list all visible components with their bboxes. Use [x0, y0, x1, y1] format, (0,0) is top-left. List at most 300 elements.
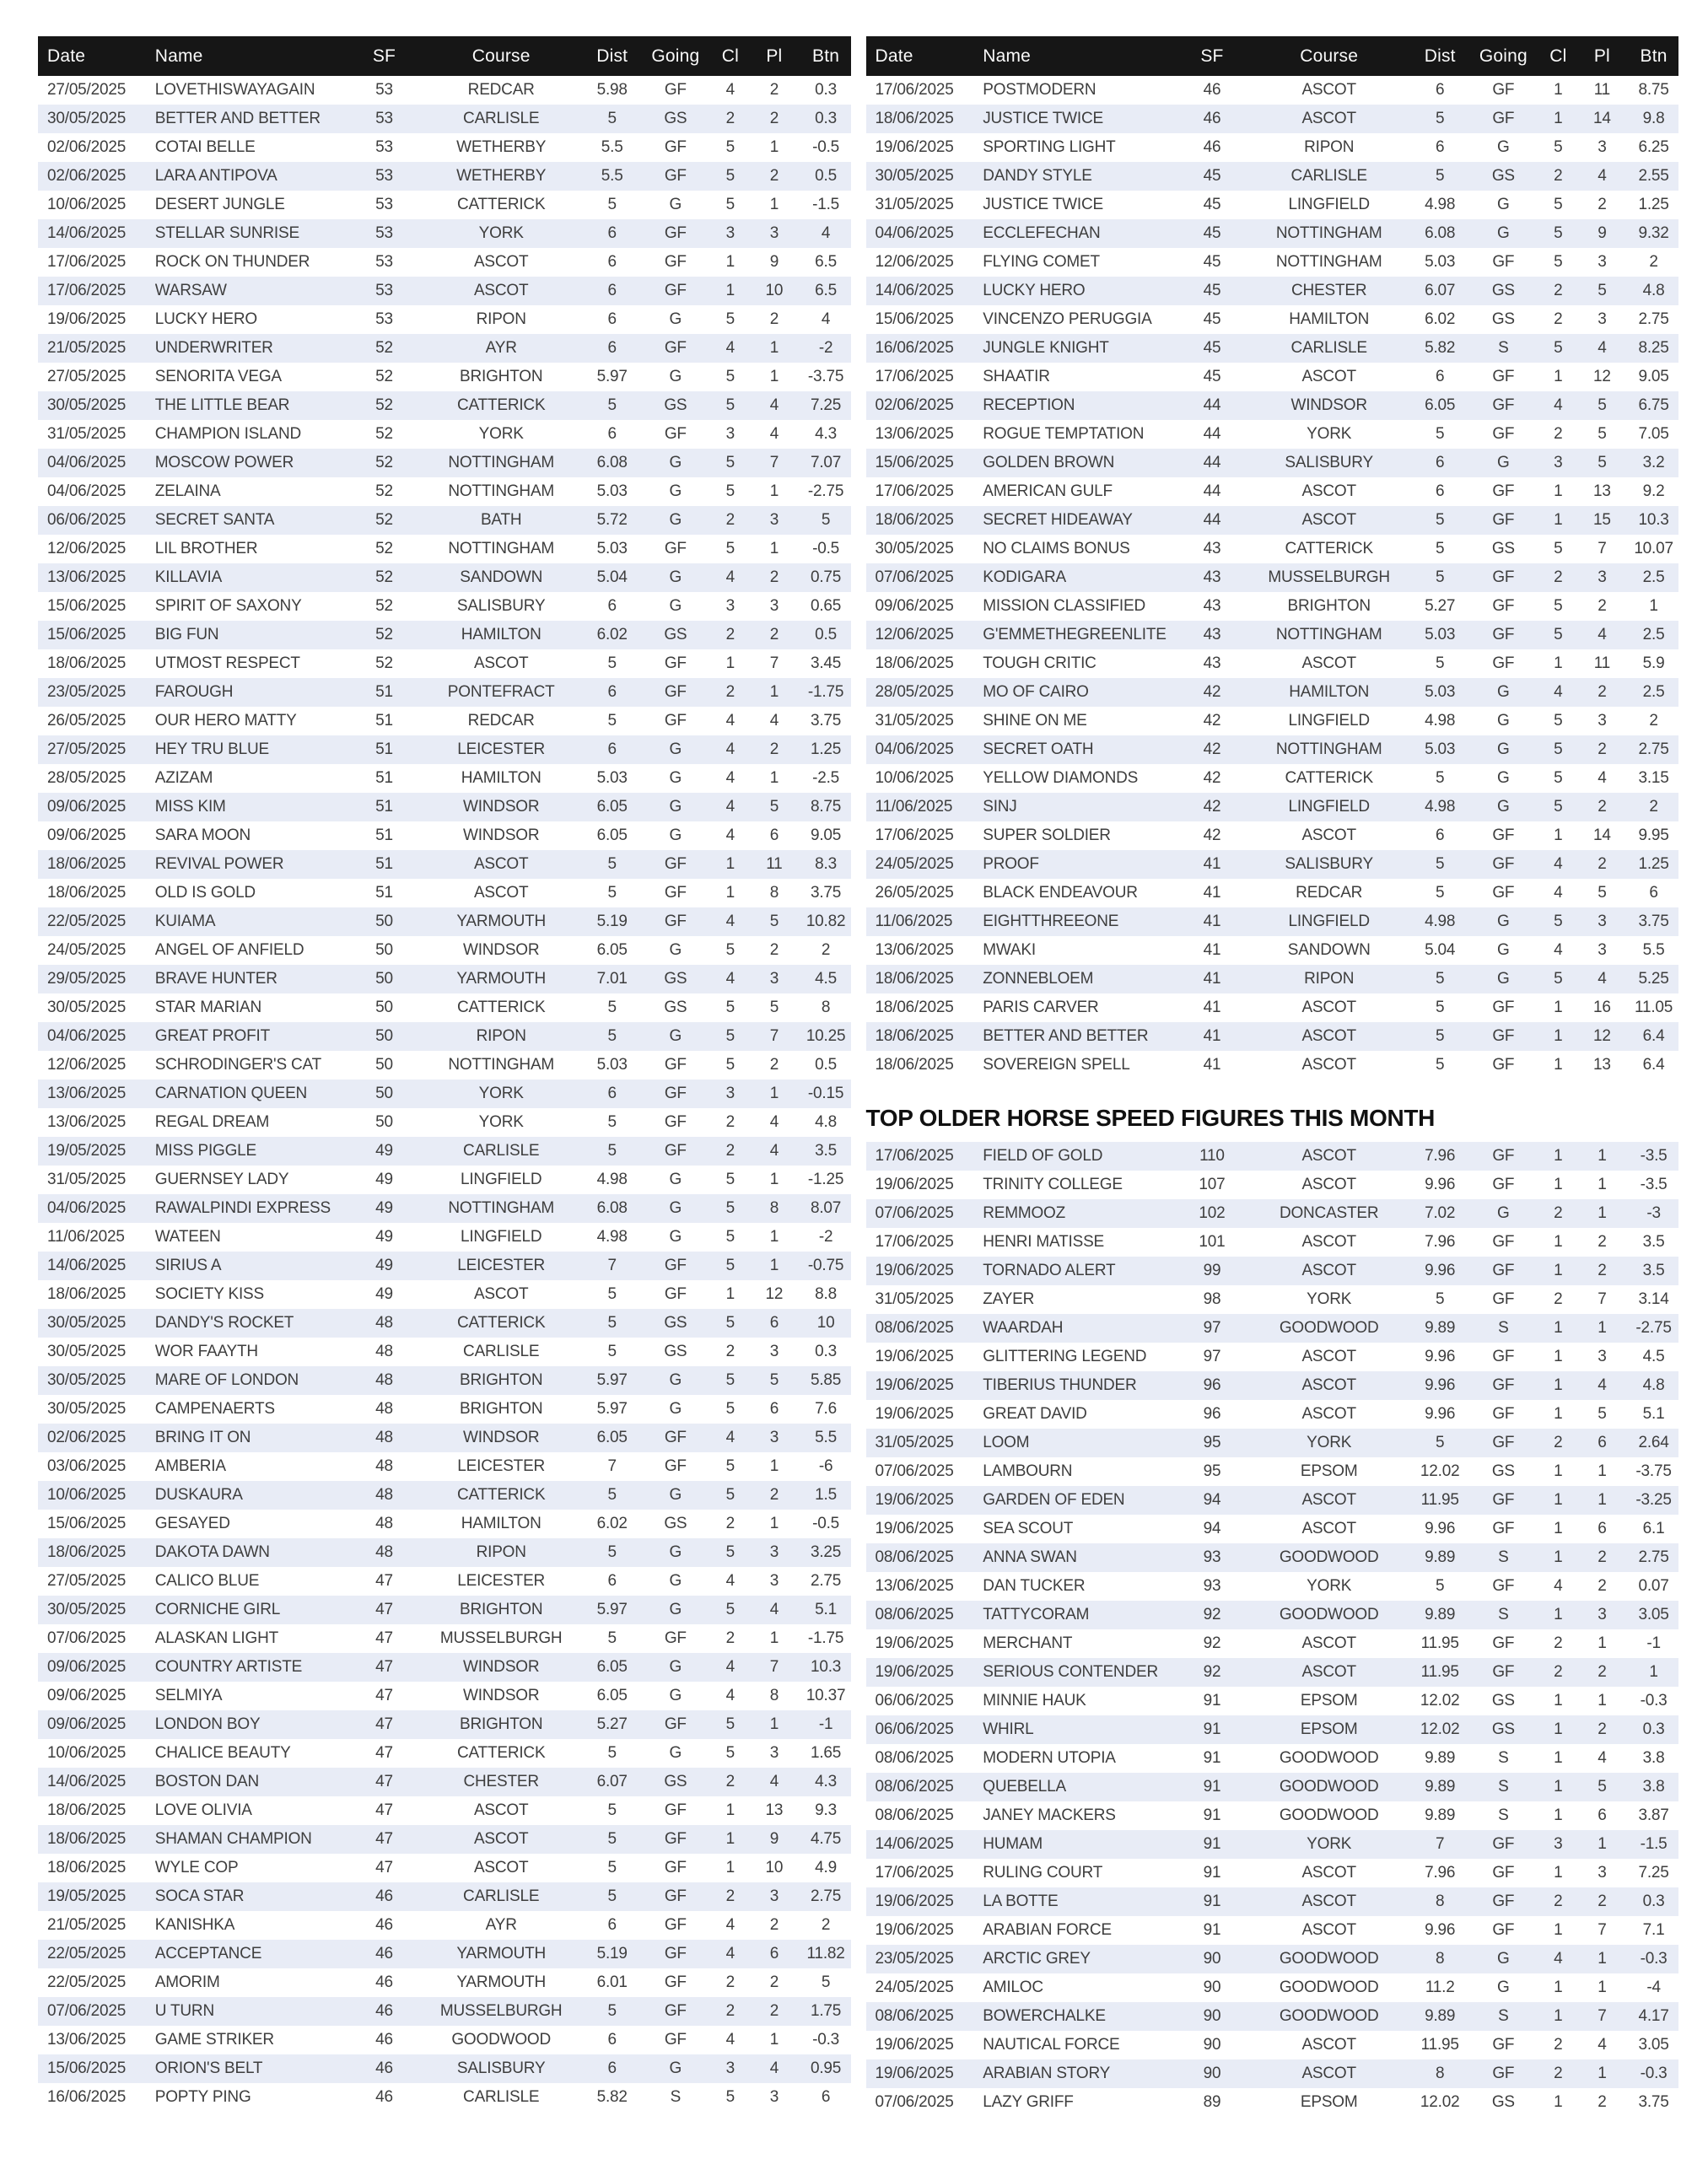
cell-course: RIPON: [476, 1543, 526, 1561]
cell-sf: 50: [375, 970, 393, 988]
cell-name: SHAATIR: [983, 368, 1050, 385]
cell-going: G: [1497, 1950, 1510, 1968]
cell-cl: 5: [1554, 712, 1563, 730]
cell-going: GF: [1492, 626, 1515, 643]
cell-sf: 41: [1203, 913, 1221, 930]
cell-dist: 6: [1436, 368, 1445, 385]
table-row: [38, 1137, 851, 1166]
cell-dist: 5.04: [596, 568, 628, 586]
cell-cl: 2: [725, 1142, 735, 1160]
cell-pl: 9: [769, 1830, 779, 1848]
table-row: [866, 1658, 1679, 1687]
cell-dist: 5.5: [601, 138, 623, 156]
cell-date: 13/06/2025: [47, 568, 127, 586]
cell-going: GF: [1492, 1405, 1515, 1423]
cell-pl: 1: [769, 1629, 779, 1647]
cell-dist: 5: [607, 110, 617, 127]
cell-dist: 6.02: [596, 1515, 628, 1532]
cell-sf: 52: [375, 568, 393, 586]
cell-dist: 6: [1436, 138, 1445, 156]
cell-sf: 47: [375, 1859, 393, 1876]
cell-course: BRIGHTON: [460, 1601, 543, 1618]
cell-pl: 2: [769, 1973, 779, 1991]
cell-going: S: [1498, 1749, 1509, 1767]
cell-name: JUNGLE KNIGHT: [983, 339, 1109, 357]
cell-name: DUSKAURA: [154, 1486, 243, 1504]
cell-sf: 48: [375, 1371, 393, 1389]
cell-date: 04/06/2025: [47, 454, 127, 471]
cell-course: CARLISLE: [463, 1142, 540, 1160]
column-header-pl: Pl: [747, 36, 801, 76]
cell-cl: 5: [725, 1601, 735, 1618]
cell-course: ASCOT: [1301, 1520, 1356, 1537]
cell-date: 19/06/2025: [875, 1663, 954, 1681]
cell-pl: 1: [1598, 1692, 1607, 1709]
cell-going: GS: [1491, 2093, 1515, 2111]
cell-pl: 1: [769, 1457, 779, 1475]
cell-course: ASCOT: [1301, 654, 1356, 672]
cell-dist: 7: [1436, 1835, 1445, 1853]
cell-sf: 91: [1203, 1892, 1221, 1910]
table-row: [38, 1739, 851, 1768]
right-table-body-section1: [866, 76, 1679, 1080]
cell-course: DONCASTER: [1279, 1204, 1379, 1222]
cell-date: 09/06/2025: [47, 1715, 127, 1733]
cell-date: 07/06/2025: [875, 2093, 954, 2111]
cell-name: WOR FAAYTH: [154, 1343, 258, 1360]
cell-dist: 5.03: [1425, 740, 1456, 758]
cell-sf: 91: [1203, 1921, 1221, 1939]
cell-cl: 1: [725, 1859, 735, 1876]
cell-date: 07/06/2025: [875, 568, 954, 586]
cell-date: 22/05/2025: [47, 1973, 127, 1991]
table-row: [866, 334, 1679, 363]
table-row: [866, 363, 1679, 391]
column-header-date: Date: [866, 36, 983, 76]
cell-btn: 2.75: [810, 1887, 842, 1905]
table-row: [866, 735, 1679, 764]
table-row: [866, 1629, 1679, 1658]
cell-course: GOODWOOD: [1279, 2007, 1379, 2025]
cell-cl: 2: [1554, 1434, 1563, 1451]
cell-sf: 50: [375, 1056, 393, 1074]
cell-going: S: [1498, 339, 1509, 357]
cell-btn: 9.2: [1642, 482, 1665, 500]
cell-dist: 8: [1436, 1950, 1445, 1968]
cell-date: 10/06/2025: [875, 769, 954, 787]
table-row: [38, 1997, 851, 2026]
cell-pl: 5: [1598, 425, 1607, 443]
cell-btn: 4: [821, 310, 831, 328]
cell-date: 03/06/2025: [47, 1457, 127, 1475]
cell-btn: 3.15: [1638, 769, 1669, 787]
cell-cl: 5: [725, 1543, 735, 1561]
cell-going: GF: [664, 1457, 687, 1475]
cell-cl: 5: [725, 999, 735, 1016]
cell-date: 18/06/2025: [875, 654, 954, 672]
cell-cl: 5: [725, 1371, 735, 1389]
cell-sf: 41: [1203, 941, 1221, 959]
cell-sf: 45: [1203, 282, 1221, 299]
cell-dist: 5: [607, 1027, 617, 1045]
cell-course: NOTTINGHAM: [448, 540, 555, 557]
cell-course: PONTEFRACT: [447, 683, 555, 701]
cell-sf: 92: [1203, 1663, 1221, 1681]
cell-cl: 2: [1554, 167, 1563, 185]
cell-dist: 6.02: [596, 626, 628, 643]
cell-dist: 9.89: [1425, 1606, 1456, 1623]
cell-btn: 8.75: [1638, 81, 1669, 99]
cell-name: ANNA SWAN: [983, 1548, 1077, 1566]
cell-btn: -3.75: [1635, 1462, 1672, 1480]
cell-cl: 4: [725, 2031, 735, 2049]
cell-going: GF: [664, 1859, 687, 1876]
cell-pl: 1: [1598, 1835, 1607, 1853]
table-row: [38, 735, 851, 764]
cell-pl: 5: [1598, 396, 1607, 414]
cell-course: YORK: [1307, 1434, 1352, 1451]
cell-pl: 3: [1598, 138, 1607, 156]
cell-going: G: [1497, 224, 1510, 242]
cell-sf: 91: [1203, 1835, 1221, 1853]
table-row: [38, 1940, 851, 1968]
cell-dist: 5: [1436, 769, 1445, 787]
cell-going: GF: [1492, 2036, 1515, 2054]
cell-name: SECRET OATH: [983, 740, 1094, 758]
cell-cl: 1: [1554, 999, 1563, 1016]
cell-pl: 5: [1598, 282, 1607, 299]
cell-course: ASCOT: [473, 282, 529, 299]
cell-btn: 8.8: [815, 1285, 837, 1303]
cell-course: LEICESTER: [457, 1457, 546, 1475]
table-row: [38, 821, 851, 850]
cell-date: 07/06/2025: [47, 1629, 127, 1647]
cell-btn: 4.5: [1642, 1348, 1665, 1365]
cell-name: TIBERIUS THUNDER: [983, 1376, 1137, 1394]
cell-going: GF: [1492, 1056, 1515, 1074]
cell-going: G: [1497, 970, 1510, 988]
cell-pl: 12: [1593, 1027, 1611, 1045]
cell-btn: 9.8: [1642, 110, 1665, 127]
cell-course: BRIGHTON: [460, 368, 543, 385]
cell-name: GARDEN OF EDEN: [983, 1491, 1125, 1509]
table-row: [38, 850, 851, 879]
table-row: [38, 1481, 851, 1510]
cell-cl: 1: [725, 654, 735, 672]
cell-cl: 2: [725, 626, 735, 643]
table-row: [38, 678, 851, 707]
cell-btn: -3.5: [1640, 1147, 1668, 1165]
cell-dist: 5: [607, 1744, 617, 1762]
cell-dist: 9.89: [1425, 1778, 1456, 1796]
cell-going: G: [669, 1199, 682, 1217]
cell-sf: 46: [375, 1916, 393, 1934]
cell-date: 31/05/2025: [875, 1290, 954, 1308]
cell-date: 17/06/2025: [875, 81, 954, 99]
cell-date: 31/05/2025: [875, 712, 954, 730]
cell-cl: 2: [1554, 2036, 1563, 2054]
cell-date: 16/06/2025: [875, 339, 954, 357]
table-row: [38, 621, 851, 649]
cell-sf: 91: [1203, 1749, 1221, 1767]
left-table-body: [38, 76, 851, 2112]
cell-pl: 5: [1598, 1405, 1607, 1423]
cell-sf: 101: [1199, 1233, 1226, 1251]
cell-name: QUEBELLA: [983, 1778, 1066, 1796]
cell-going: G: [669, 1486, 682, 1504]
column-header-sf: SF: [1180, 36, 1243, 76]
cell-pl: 3: [769, 224, 779, 242]
cell-course: YARMOUTH: [456, 970, 547, 988]
table-row: [866, 76, 1679, 105]
cell-going: S: [670, 2088, 682, 2106]
cell-date: 13/06/2025: [47, 1085, 127, 1102]
cell-course: ASCOT: [1301, 1634, 1356, 1652]
cell-dist: 9.96: [1425, 1348, 1456, 1365]
cell-sf: 92: [1203, 1606, 1221, 1623]
cell-course: ASCOT: [1301, 1376, 1356, 1394]
cell-name: ZELAINA: [154, 482, 221, 500]
cell-name: SOCA STAR: [154, 1887, 245, 1905]
cell-going: GS: [664, 1515, 687, 1532]
cell-dist: 5: [1436, 1056, 1445, 1074]
cell-dist: 6: [607, 597, 617, 615]
cell-cl: 3: [1554, 1835, 1563, 1853]
cell-btn: 0.3: [815, 110, 837, 127]
left-table-header: [38, 36, 851, 76]
cell-btn: 5.1: [1642, 1405, 1665, 1423]
cell-course: CARLISLE: [463, 110, 540, 127]
table-row: [866, 1773, 1679, 1801]
table-row: [866, 707, 1679, 735]
cell-dist: 6: [607, 310, 617, 328]
cell-pl: 4: [769, 1113, 779, 1131]
cell-sf: 50: [375, 1085, 393, 1102]
cell-dist: 9.89: [1425, 1806, 1456, 1824]
cell-going: GF: [1492, 425, 1515, 443]
cell-cl: 5: [1554, 224, 1563, 242]
cell-course: SALISBURY: [456, 2059, 546, 2077]
cell-name: ECCLEFECHAN: [983, 224, 1101, 242]
cell-going: G: [669, 597, 682, 615]
cell-course: LEICESTER: [457, 740, 546, 758]
cell-going: G: [1497, 740, 1510, 758]
cell-pl: 9: [1598, 224, 1607, 242]
cell-sf: 51: [375, 884, 393, 902]
cell-cl: 5: [725, 2088, 735, 2106]
cell-pl: 4: [769, 1773, 779, 1790]
cell-btn: -2.75: [1635, 1319, 1672, 1337]
table-row: [866, 191, 1679, 219]
cell-sf: 52: [375, 482, 393, 500]
cell-name: FAROUGH: [154, 683, 234, 701]
cell-cl: 5: [725, 368, 735, 385]
cell-cl: 1: [725, 855, 735, 873]
cell-going: GF: [664, 1973, 687, 1991]
cell-btn: 9.05: [1638, 368, 1669, 385]
cell-pl: 7: [1598, 1290, 1607, 1308]
cell-name: UTMOST RESPECT: [154, 654, 300, 672]
cell-name: CAMPENAERTS: [154, 1400, 275, 1418]
cell-name: MO OF CAIRO: [983, 683, 1089, 701]
table-row: [38, 1768, 851, 1796]
cell-cl: 5: [725, 196, 735, 213]
cell-dist: 6.08: [596, 1199, 628, 1217]
cell-cl: 1: [1554, 1720, 1563, 1738]
cell-course: ASCOT: [473, 1801, 529, 1819]
cell-sf: 47: [375, 1801, 393, 1819]
cell-going: GF: [1492, 597, 1515, 615]
cell-course: SANDOWN: [460, 568, 543, 586]
cell-course: REDCAR: [467, 712, 535, 730]
cell-cl: 4: [725, 798, 735, 816]
column-header-btn: Btn: [801, 36, 851, 76]
cell-dist: 6: [607, 253, 617, 271]
cell-pl: 11: [1593, 81, 1611, 99]
cell-name: KUIAMA: [154, 913, 216, 930]
table-row: [866, 1715, 1679, 1744]
cell-cl: 4: [1554, 396, 1563, 414]
cell-going: GF: [1492, 1577, 1515, 1595]
cell-course: LINGFIELD: [1288, 196, 1370, 213]
cell-going: GF: [1492, 81, 1515, 99]
cell-going: GF: [664, 81, 687, 99]
cell-btn: -2.75: [807, 482, 844, 500]
table-row: [866, 1400, 1679, 1429]
cell-btn: -3.5: [1640, 1176, 1668, 1193]
table-row: [866, 2059, 1679, 2088]
cell-dist: 4.98: [1425, 712, 1456, 730]
cell-sf: 47: [375, 1658, 393, 1676]
cell-btn: 3.75: [1638, 913, 1669, 930]
cell-btn: 8.25: [1638, 339, 1669, 357]
cell-going: GS: [664, 970, 687, 988]
cell-pl: 2: [769, 740, 779, 758]
table-row: [866, 1257, 1679, 1285]
cell-btn: 3.2: [1642, 454, 1665, 471]
cell-btn: 4.75: [810, 1830, 842, 1848]
cell-date: 19/06/2025: [875, 1520, 954, 1537]
table-row: [866, 2088, 1679, 2117]
cell-dist: 7.96: [1425, 1147, 1456, 1165]
cell-going: GS: [664, 1773, 687, 1790]
cell-cl: 1: [1554, 81, 1563, 99]
table-row: [38, 1653, 851, 1682]
cell-sf: 48: [375, 1314, 393, 1332]
cell-pl: 2: [1598, 1233, 1607, 1251]
cell-going: GF: [1492, 482, 1515, 500]
cell-name: KODIGARA: [983, 568, 1066, 586]
cell-date: 09/06/2025: [47, 826, 127, 844]
cell-sf: 47: [375, 1773, 393, 1790]
cell-name: ARCTIC GREY: [983, 1950, 1091, 1968]
cell-course: EPSOM: [1300, 2093, 1358, 2111]
cell-dist: 9.96: [1425, 1921, 1456, 1939]
cell-btn: 5.25: [1638, 970, 1669, 988]
cell-sf: 42: [1203, 740, 1221, 758]
cell-sf: 43: [1203, 540, 1221, 557]
cell-going: G: [669, 1371, 682, 1389]
cell-pl: 3: [769, 1343, 779, 1360]
cell-dist: 5: [1436, 884, 1445, 902]
cell-cl: 5: [725, 482, 735, 500]
cell-cl: 5: [725, 1257, 735, 1274]
cell-cl: 5: [1554, 540, 1563, 557]
cell-cl: 2: [725, 1113, 735, 1131]
cell-date: 19/06/2025: [875, 1405, 954, 1423]
cell-dist: 5.03: [1425, 626, 1456, 643]
cell-going: G: [669, 482, 682, 500]
cell-sf: 47: [375, 1601, 393, 1618]
cell-pl: 5: [1598, 884, 1607, 902]
cell-cl: 2: [725, 110, 735, 127]
cell-btn: -0.3: [1640, 1950, 1668, 1968]
cell-date: 31/05/2025: [875, 196, 954, 213]
cell-name: SPORTING LIGHT: [983, 138, 1116, 156]
cell-going: G: [669, 769, 682, 787]
cell-date: 28/05/2025: [875, 683, 954, 701]
cell-btn: 3.75: [1638, 2093, 1669, 2111]
cell-course: GOODWOOD: [1279, 1778, 1379, 1796]
table-row: [866, 248, 1679, 277]
cell-pl: 4: [1598, 1749, 1607, 1767]
cell-pl: 3: [1598, 310, 1607, 328]
cell-date: 09/06/2025: [47, 1687, 127, 1704]
cell-sf: 91: [1203, 1778, 1221, 1796]
cell-going: G: [1497, 769, 1510, 787]
cell-btn: 2: [821, 941, 831, 959]
cell-date: 30/05/2025: [47, 1400, 127, 1418]
cell-date: 06/06/2025: [875, 1692, 954, 1709]
cell-btn: -3: [1646, 1204, 1661, 1222]
cell-name: STAR MARIAN: [154, 999, 261, 1016]
cell-name: JANEY MACKERS: [983, 1806, 1116, 1824]
table-row: [38, 592, 851, 621]
cell-dist: 9.96: [1425, 1262, 1456, 1279]
cell-pl: 4: [1598, 970, 1607, 988]
cell-course: GOODWOOD: [1279, 1749, 1379, 1767]
cell-pl: 12: [765, 1285, 784, 1303]
cell-dist: 5: [1436, 1434, 1445, 1451]
cell-date: 17/06/2025: [875, 368, 954, 385]
cell-pl: 10: [765, 1859, 784, 1876]
cell-btn: 3.14: [1638, 1290, 1669, 1308]
cell-btn: 6.4: [1642, 1027, 1665, 1045]
cell-course: RIPON: [1304, 138, 1355, 156]
cell-sf: 45: [1203, 253, 1221, 271]
cell-name: GOLDEN BROWN: [983, 454, 1115, 471]
cell-btn: 0.5: [815, 1056, 837, 1074]
cell-btn: 2.5: [1642, 626, 1665, 643]
cell-btn: 2: [1649, 253, 1658, 271]
cell-going: GF: [1492, 1921, 1515, 1939]
cell-date: 08/06/2025: [875, 1806, 954, 1824]
cell-sf: 99: [1203, 1262, 1221, 1279]
cell-name: BIG FUN: [154, 626, 219, 643]
cell-dist: 7.96: [1425, 1864, 1456, 1882]
cell-dist: 6: [607, 224, 617, 242]
table-row: [38, 334, 851, 363]
cell-date: 10/06/2025: [47, 1486, 127, 1504]
cell-date: 28/05/2025: [47, 769, 127, 787]
cell-name: MISSION CLASSIFIED: [983, 597, 1146, 615]
cell-dist: 9.96: [1425, 1176, 1456, 1193]
cell-btn: -2: [818, 339, 833, 357]
cell-pl: 3: [769, 1543, 779, 1561]
cell-pl: 3: [769, 597, 779, 615]
cell-name: DANDY'S ROCKET: [154, 1314, 294, 1332]
cell-date: 07/06/2025: [875, 1204, 954, 1222]
